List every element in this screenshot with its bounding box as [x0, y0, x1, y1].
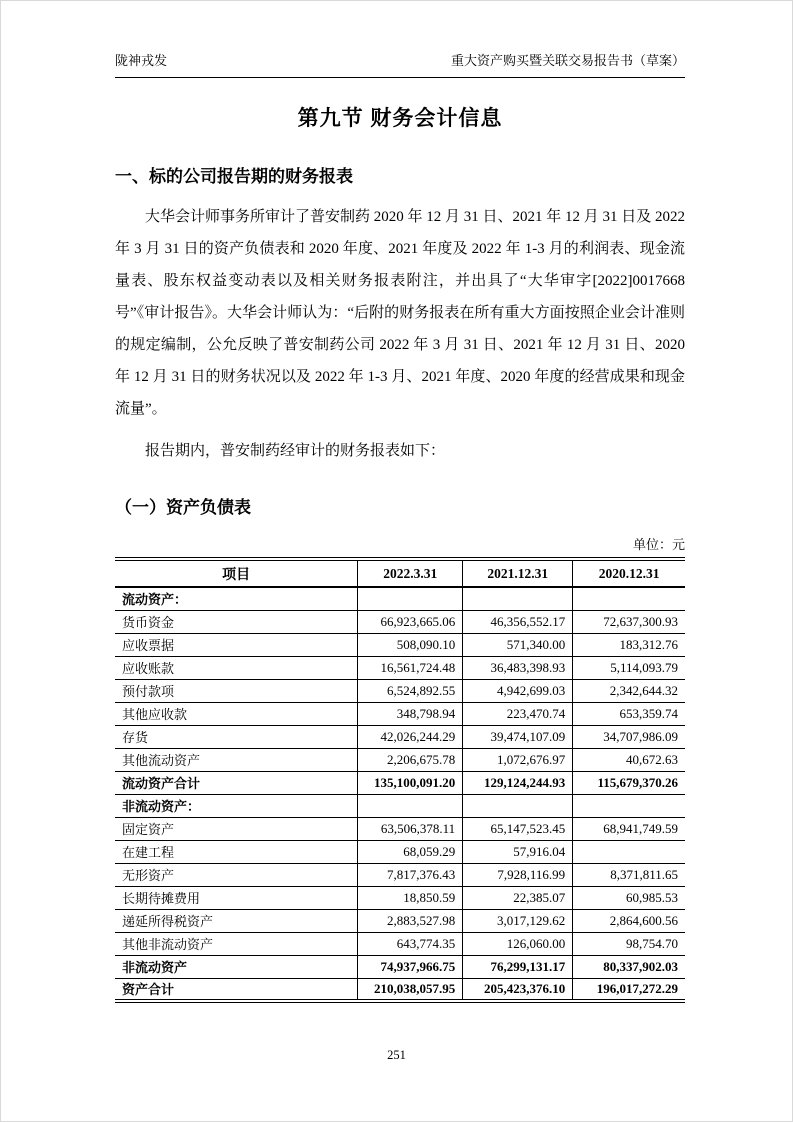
row-value: 5,114,093.79	[573, 656, 685, 679]
row-value: 46,356,552.17	[463, 610, 573, 633]
table-row	[115, 656, 685, 679]
row-label: 非流动资产	[115, 955, 358, 978]
column-header-2021: 2021.12.31	[463, 559, 573, 587]
row-label: 长期待摊费用	[115, 886, 358, 909]
row-label: 其他非流动资产	[115, 932, 358, 955]
row-value	[573, 840, 685, 863]
row-value: 348,798.94	[358, 702, 463, 725]
row-value: 1,072,676.97	[463, 748, 573, 771]
row-value: 60,985.53	[573, 886, 685, 909]
row-value: 6,524,892.55	[358, 679, 463, 702]
row-value: 2,864,600.56	[573, 909, 685, 932]
table-row	[115, 748, 685, 771]
table-row	[115, 978, 685, 1001]
row-value: 7,928,116.99	[463, 863, 573, 886]
unit-note: 单位：元	[632, 537, 685, 552]
row-label: 递延所得税资产	[115, 909, 358, 932]
row-value: 653,359.74	[573, 702, 685, 725]
row-value: 2,206,675.78	[358, 748, 463, 771]
row-value: 205,423,376.10	[463, 978, 573, 1001]
table-row	[115, 702, 685, 725]
audit-paragraph: 大华会计师事务所审计了普安制药 2020 年 12 月 31 日、2021 年 12 月 31 日及 2022 年 3 月 31 日的资产负债表和 2020 年度、2021 年度及 2022 年 1-3 月的利润表、现金流量表、股东权益变动表以及相关财务报表附注，并出具了“大华审字[2022]0017668 号”《审计报告》。大华会计师认为：“后附的财务报表在所有重大方面按照企业会计准则的规定编制，公允反映了普安制药公司 2022 年 3 月 31 日、2021 年 12 月 31 日、2020 年 12 月 31 日的财务状况以及 2022 年 1-3 月、2021 年度、2020 年度的经营成果和现金流量”。	[115, 209, 686, 417]
row-label: 非流动资产：	[115, 794, 358, 817]
row-value: 4,942,699.03	[463, 679, 573, 702]
row-value: 3,017,129.62	[463, 909, 573, 932]
table-row	[115, 955, 685, 978]
row-label: 货币资金	[115, 610, 358, 633]
row-value: 57,916.04	[463, 840, 573, 863]
table-row	[115, 587, 685, 610]
row-label: 其他应收款	[115, 702, 358, 725]
row-value: 129,124,244.93	[463, 771, 573, 794]
intro-paragraph: 报告期内，普安制药经审计的财务报表如下：	[145, 443, 446, 459]
running-header	[115, 1, 685, 78]
row-value	[573, 587, 685, 610]
row-value: 571,340.00	[463, 633, 573, 656]
row-label: 存货	[115, 725, 358, 748]
table-row	[115, 771, 685, 794]
table-row	[115, 886, 685, 909]
chapter-title: 第九节 财务会计信息	[297, 107, 503, 130]
row-value: 76,299,131.17	[463, 955, 573, 978]
row-value: 98,754.70	[573, 932, 685, 955]
row-label: 资产合计	[115, 978, 358, 1001]
table-row	[115, 863, 685, 886]
row-value: 18,850.59	[358, 886, 463, 909]
row-label: 应收账款	[115, 656, 358, 679]
row-value: 115,679,370.26	[573, 771, 685, 794]
page-number: 251	[387, 1048, 406, 1062]
row-label: 流动资产：	[115, 587, 358, 610]
table-header-row	[115, 559, 685, 587]
row-value	[358, 794, 463, 817]
table-row	[115, 679, 685, 702]
row-value: 183,312.76	[573, 633, 685, 656]
row-value: 22,385.07	[463, 886, 573, 909]
row-value	[573, 794, 685, 817]
row-label: 流动资产合计	[115, 771, 358, 794]
header-document-title: 重大资产购买暨关联交易报告书（草案）	[450, 53, 685, 68]
header-company-name: 陇神戎发	[115, 53, 168, 68]
column-header-2020: 2020.12.31	[573, 559, 685, 587]
table-row	[115, 610, 685, 633]
section-heading: 一、标的公司报告期的财务报表	[115, 167, 353, 186]
row-value: 40,672.63	[573, 748, 685, 771]
table-row	[115, 725, 685, 748]
column-header-item: 项目	[115, 559, 358, 587]
row-value	[463, 794, 573, 817]
row-value: 65,147,523.45	[463, 817, 573, 840]
row-value: 36,483,398.93	[463, 656, 573, 679]
balance-sheet-table	[115, 557, 685, 1003]
row-value: 126,060.00	[463, 932, 573, 955]
row-label: 固定资产	[115, 817, 358, 840]
row-label: 预付款项	[115, 679, 358, 702]
row-value	[358, 587, 463, 610]
table-row	[115, 794, 685, 817]
row-label: 无形资产	[115, 863, 358, 886]
table-row	[115, 633, 685, 656]
row-value: 196,017,272.29	[573, 978, 685, 1001]
row-value: 68,941,749.59	[573, 817, 685, 840]
row-value: 72,637,300.93	[573, 610, 685, 633]
table-row	[115, 840, 685, 863]
row-value: 66,923,665.06	[358, 610, 463, 633]
table-row	[115, 932, 685, 955]
row-value: 7,817,376.43	[358, 863, 463, 886]
row-value: 210,038,057.95	[358, 978, 463, 1001]
row-value: 68,059.29	[358, 840, 463, 863]
row-value: 16,561,724.48	[358, 656, 463, 679]
row-label: 应收票据	[115, 633, 358, 656]
row-value	[463, 587, 573, 610]
row-label: 在建工程	[115, 840, 358, 863]
row-value: 2,342,644.32	[573, 679, 685, 702]
table-row	[115, 909, 685, 932]
row-value: 74,937,966.75	[358, 955, 463, 978]
balance-sheet-body	[115, 587, 685, 1001]
column-header-2022: 2022.3.31	[358, 559, 463, 587]
row-value: 508,090.10	[358, 633, 463, 656]
row-value: 8,371,811.65	[573, 863, 685, 886]
row-value: 223,470.74	[463, 702, 573, 725]
row-value: 39,474,107.09	[463, 725, 573, 748]
row-value: 80,337,902.03	[573, 955, 685, 978]
row-value: 2,883,527.98	[358, 909, 463, 932]
row-value: 42,026,244.29	[358, 725, 463, 748]
row-value: 63,506,378.11	[358, 817, 463, 840]
subsection-heading: （一）资产负债表	[115, 498, 251, 517]
row-label: 其他流动资产	[115, 748, 358, 771]
row-value: 34,707,986.09	[573, 725, 685, 748]
table-row	[115, 817, 685, 840]
row-value: 643,774.35	[358, 932, 463, 955]
row-value: 135,100,091.20	[358, 771, 463, 794]
